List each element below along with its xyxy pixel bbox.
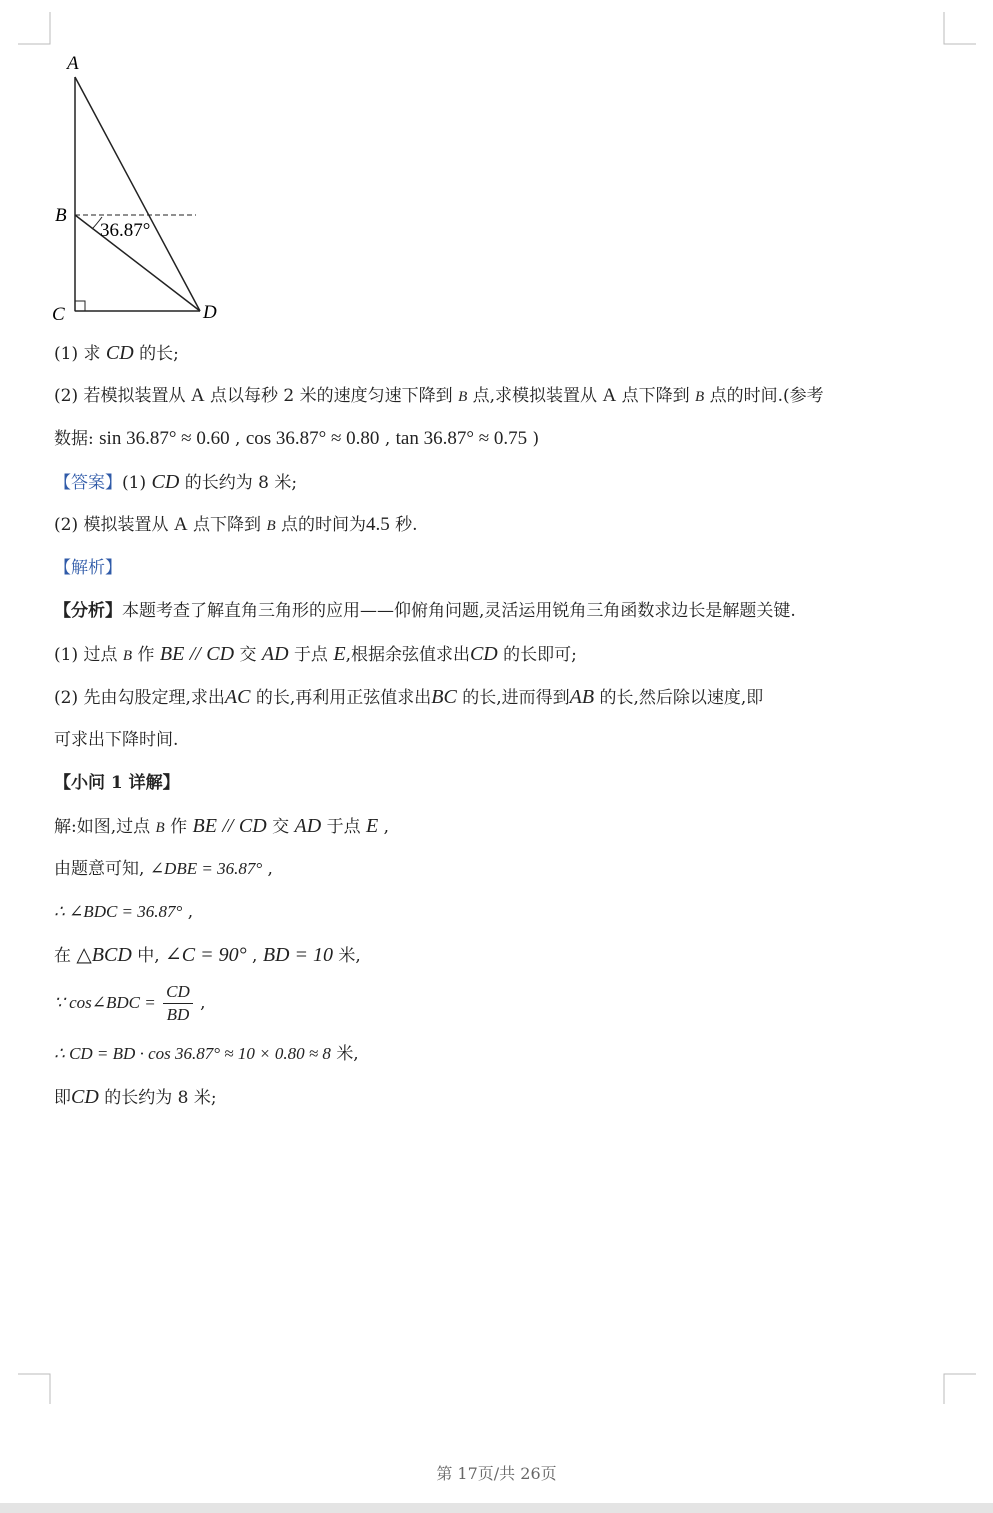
label-B: B [55, 205, 67, 226]
crop-mark-bottom-left [0, 1370, 60, 1410]
page-number: 第 17页/共 26页 [436, 1464, 557, 1483]
answer-tag: 【答案】 [54, 473, 122, 493]
question-2-line-1: (2) 若模拟装置从 A 点以每秒 2 米的速度匀速下降到 B 点,求模拟装置从 A 点下降到 B 点的时间.(参考 [54, 385, 824, 406]
segment-AD [75, 77, 200, 311]
question-2-line-2: 数据: sin 36.87° ≈ 0.60 , cos 36.87° ≈ 0.80 , tan 36.87° ≈ 0.75 ) [54, 428, 540, 449]
analysis-step-2-line-1: (2) 先由勾股定理,求出AC 的长,再利用正弦值求出BC 的长,进而得到AB 的长,然后除以速度,即 [54, 686, 764, 708]
crop-mark-top-left [0, 0, 60, 50]
fraction-cd-over-bd: $\frac{CD}{BD}$ [163, 981, 193, 1026]
crop-mark-bottom-right [930, 1370, 990, 1410]
answer-line-2: (2) 模拟装置从 A 点下降到 B 点的时间为4.5 秒. [54, 514, 418, 535]
label-A: A [67, 53, 79, 74]
right-angle-marker [75, 301, 85, 311]
label-C: C [52, 304, 65, 325]
analysis-step-1: (1) 过点 B 作 BE // CD 交 AD 于点 E,根据余弦值求出CD 的长即可; [54, 643, 577, 665]
analysis-step-2-line-2: 可求出下降时间. [54, 730, 179, 750]
detail-line-1: 解:如图,过点 B 作 BE // CD 交 AD 于点 E , [54, 815, 390, 837]
question-1: (1) 求 CD 的长; [54, 342, 179, 364]
detail-tag: 【小问 1 详解】 [54, 773, 180, 793]
analysis-summary: 【分析】本题考查了解直角三角形的应用——仰俯角问题,灵活运用锐角三角函数求边长是解题关键. [54, 601, 796, 621]
angle-label: 36.87° [100, 220, 151, 241]
crop-mark-top-right [930, 0, 990, 50]
bottom-bar [0, 1503, 993, 1513]
label-D: D [203, 302, 217, 323]
detail-line-6: ∴ CD = BD · cos 36.87° ≈ 10 × 0.80 ≈ 8 米, [54, 1044, 359, 1064]
analysis-tag: 【解析】 [54, 558, 122, 578]
triangle-figure [40, 45, 240, 330]
detail-line-5: ∵ cos∠BDC = $\frac{CD}{BD}$ , [54, 982, 206, 1024]
detail-line-2: 由题意可知, ∠DBE = 36.87° , [54, 859, 273, 879]
detail-line-7: 即CD 的长约为 8 米; [54, 1086, 217, 1108]
detail-line-4: 在 △BCD 中, ∠C = 90° , BD = 10 米, [54, 944, 361, 966]
detail-line-3: ∴ ∠BDC = 36.87° , [54, 902, 194, 922]
answer-line-1: 【答案】(1) CD 的长约为 8 米; [54, 471, 298, 493]
